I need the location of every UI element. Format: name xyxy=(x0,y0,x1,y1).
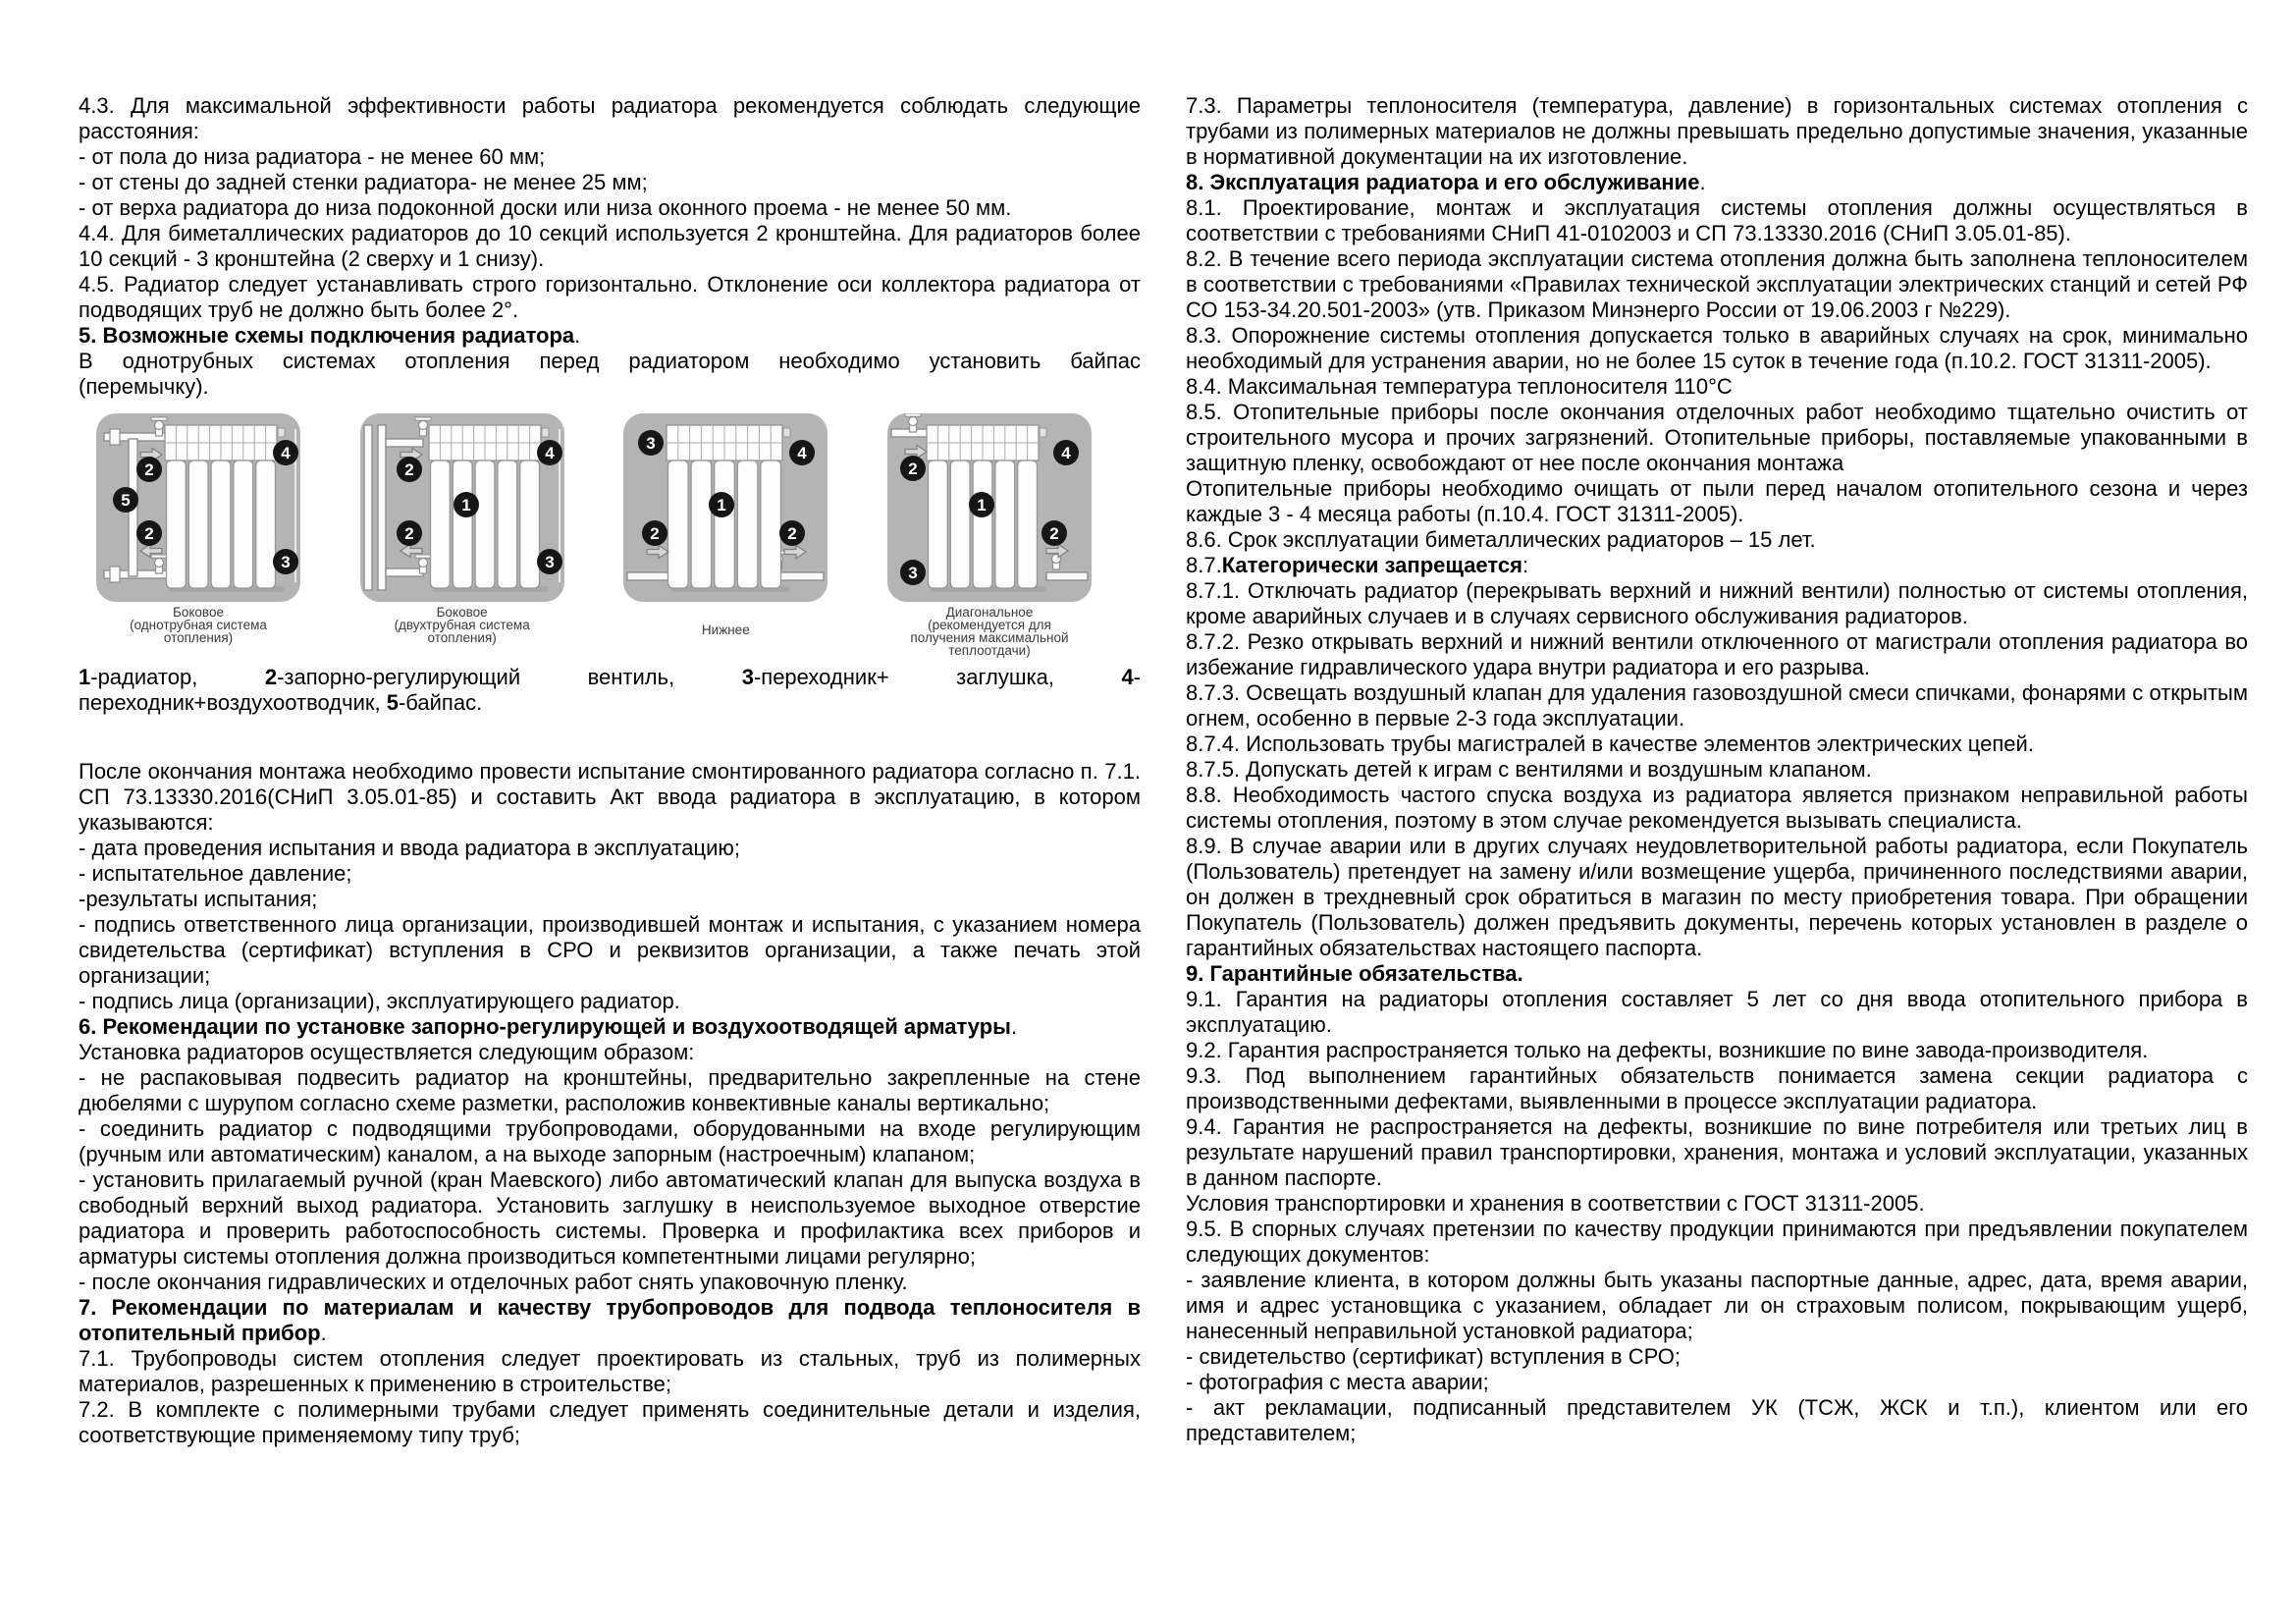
text-run: Отопительные приборы необходимо очищать от пыли перед началом отопительного сезона и через каждые 3 - 4 месяца работы (п.10.4. ГОСТ 31311-2005). xyxy=(1186,476,2248,526)
text-run: - фотография с места аварии; xyxy=(1186,1370,1489,1394)
bold-text: 2 xyxy=(264,665,278,689)
connection-scheme-icon xyxy=(623,413,828,602)
radiator-section xyxy=(668,460,689,588)
spacer xyxy=(79,657,1141,665)
text-run: - акт рекламации, подписанный представителем УК (ТСЖ, ЖСК и т.п.), клиентом или его представителем; xyxy=(1186,1395,2248,1445)
text-run: 4.4. Для биметаллических радиаторов до 10 секций используется 2 кронштейна. Для радиаторов более 10 секций - 3 кронштейна (2 сверху и 1 снизу). xyxy=(79,221,1141,271)
text-run: 9.3. Под выполнением гарантийных обязательств понимается замена секции радиатора с производственными дефектами, выявленными в процессе эксплуатации радиатора. xyxy=(1186,1063,2248,1113)
section-heading xyxy=(1186,170,2248,195)
marker-number: 3 xyxy=(646,434,657,453)
paragraph xyxy=(79,1116,1141,1167)
text-run: 8.7. xyxy=(1186,553,1222,577)
paragraph xyxy=(1186,1191,2248,1217)
radiator-section xyxy=(167,460,187,588)
radiator-section xyxy=(430,460,450,588)
paragraph xyxy=(79,221,1141,272)
text-run: : xyxy=(1522,553,1529,577)
text-run: -байпас. xyxy=(398,690,483,715)
pipe xyxy=(386,568,423,576)
marker-number: 2 xyxy=(1049,524,1059,543)
text-run: 9.5. В спорных случаях претензии по качеству продукции принимаются при предъявлении покупателем следующих документов: xyxy=(1186,1217,2248,1267)
paragraph xyxy=(1186,195,2248,246)
paragraph xyxy=(1186,246,2248,323)
paragraph xyxy=(1186,323,2248,374)
text-run: Условия транспортировки и хранения в соответствии с ГОСТ 31311-2005. xyxy=(1186,1191,1925,1216)
caption-line: отопления) xyxy=(427,630,497,645)
valve-handle-icon xyxy=(151,555,167,558)
text-run: В однотрубных системах отопления перед радиатором необходимо установить байпас xyxy=(79,349,1141,373)
paragraph xyxy=(79,349,1141,400)
marker-number: 2 xyxy=(144,460,154,479)
marker-number: 1 xyxy=(717,496,727,514)
paragraph xyxy=(1186,1217,2248,1268)
paragraph xyxy=(1186,578,2248,629)
text-run: 7.3. Параметры теплоносителя (температура, давление) в горизонтальных системах отопления с трубами из полимерных материалов не должны превышать предельно допустимые значения, указанные в нормативной документации на их изготовление. xyxy=(1186,93,2248,169)
paragraph xyxy=(1186,1370,2248,1395)
paragraph xyxy=(79,861,1141,887)
paragraph xyxy=(79,1167,1141,1270)
paragraph xyxy=(1186,629,2248,680)
text-run: 4.3. Для максимальной эффективности работы радиатора рекомендуется соблюдать следующие расстояния: xyxy=(79,93,1141,143)
text-run: - свидетельство (сертификат) вступления в СРО; xyxy=(1186,1344,1682,1369)
column-left xyxy=(79,93,1141,1448)
section-heading xyxy=(79,323,1141,349)
text-run: 8.8. Необходимость частого спуска воздуха из радиатора является признаком неправильной работы системы отопления, поэтому в этом случае рекомендуется вызывать специалиста. xyxy=(1186,783,2248,833)
text-run: . xyxy=(574,323,581,348)
bold-text: 8. Эксплуатация радиатора и его обслуживание xyxy=(1186,170,1700,194)
radiator-section xyxy=(256,460,276,588)
diagram-caption xyxy=(887,606,1092,657)
paragraph xyxy=(79,195,1141,221)
text-run: 8.4. Максимальная температура теплоносителя 110°С xyxy=(1186,374,1733,399)
text-line xyxy=(79,349,1141,374)
paragraph xyxy=(79,887,1141,912)
marker-number: 2 xyxy=(787,524,798,543)
text-run: 8.7.4. Использовать трубы магистралей в качестве элементов электрических цепей. xyxy=(1186,731,2034,756)
text-run: 7.1. Трубопроводы систем отопления следует проектировать из стальных, труб из полимерных материалов, разрешенных к применению в строительстве; xyxy=(79,1346,1141,1396)
marker-number: 1 xyxy=(460,496,471,514)
text-run: После окончания монтажа необходимо провести испытание смонтированного радиатора согласно п. 7.1. СП 73.13330.2016(СНиП 3.05.01-85) и составить Акт ввода радиатора в эксплуатацию, в котором указываются: xyxy=(79,759,1141,835)
text-run: . xyxy=(320,1321,327,1345)
paragraph xyxy=(1186,1268,2248,1344)
pipe xyxy=(1046,572,1088,580)
caption-line: (однотрубная система xyxy=(130,618,267,632)
paragraph xyxy=(79,665,1141,716)
marker-number: 3 xyxy=(544,553,555,571)
bold-text: 5. Возможные схемы подключения радиатора xyxy=(79,323,575,348)
pipe-flange xyxy=(110,429,120,445)
paragraph xyxy=(79,144,1141,170)
text-run: . xyxy=(1699,170,1706,194)
spacer xyxy=(79,400,1141,413)
text-run: переходник+воздухоотводчик, xyxy=(79,690,387,715)
text-line xyxy=(79,374,1141,400)
pipe xyxy=(386,439,423,447)
text-run: 8.6. Срок эксплуатации биметаллических радиаторов – 15 лет. xyxy=(1186,527,1816,552)
paragraph xyxy=(79,1270,1141,1295)
air-vent-icon xyxy=(1040,428,1046,437)
valve-icon xyxy=(908,417,917,426)
paragraph xyxy=(1186,1063,2248,1114)
caption-line: Диагональное xyxy=(945,605,1034,620)
diagram-caption xyxy=(360,606,564,644)
marker-number: 1 xyxy=(977,496,987,514)
caption-line: теплоотдачи) xyxy=(948,643,1031,658)
bold-text: 1 xyxy=(79,665,91,689)
section-heading xyxy=(79,1295,1141,1346)
marker-number: 4 xyxy=(281,444,291,462)
text-run: 8.3. Опорожнение системы отопления допускается только в аварийных случаях на срок, минимально необходимый для устранения аварии, но не более 15 суток в течение года (п.10.2. ГОСТ 31311-2005). xyxy=(1186,323,2248,373)
caption-line: Боковое xyxy=(173,605,224,620)
paragraph xyxy=(79,93,1141,144)
paragraph xyxy=(1186,757,2248,783)
valve-handle-icon xyxy=(151,417,167,420)
text-run: 8.7.1. Отключать радиатор (перекрывать верхний и нижний вентили) полностью от системы отопления, кроме аварийных случаев и в случаях сервисного обслуживания радиаторов. xyxy=(1186,578,2248,628)
section-heading xyxy=(79,1014,1141,1040)
text-run: 8.1. Проектирование, монтаж и эксплуатация системы отопления должны осуществляться в соответствии с требованиями СНиП 41-0102003 и СП 73.13330.2016 (СНиП 3.05.01-85). xyxy=(1186,195,2248,245)
marker-number: 3 xyxy=(908,564,918,582)
valve-handle-icon xyxy=(905,413,921,416)
radiator-section xyxy=(475,460,495,588)
paragraph xyxy=(1186,987,2248,1038)
paragraph xyxy=(79,1346,1141,1397)
marker-number: 2 xyxy=(144,524,154,543)
valve-icon xyxy=(155,559,164,568)
text-run: - заявление клиента, в котором должны быть указаны паспортные данные, адрес, дата, время аварии, имя и адрес установщика с указанием, обладает ли он страховым полисом, покрывающим ущерб, нанесенный неправильной установкой радиатора; xyxy=(1186,1268,2248,1343)
radiator-section xyxy=(519,460,539,588)
diagram-bottom xyxy=(623,413,828,657)
paragraph xyxy=(79,170,1141,195)
radiator-section xyxy=(211,460,231,588)
caption-line: отопления) xyxy=(163,630,234,645)
paragraph xyxy=(1186,1114,2248,1191)
text-run: - установить прилагаемый ручной (кран Маевского) либо автоматический клапан для выпуска воздуха в свободный верхний выход радиатора. Установить заглушку в неиспользуемое выходное отверстие радиатора и проверить работоспособность системы. Проверка и профилактика всех приборов и арматуры системы отопления должна производиться компетентными лицами регулярно; xyxy=(79,1167,1141,1269)
radiator-section xyxy=(188,460,208,588)
paragraph xyxy=(1186,1344,2248,1370)
diagram-diagonal xyxy=(887,413,1092,657)
text-run: 8.7.5. Допускать детей к играм с вентилями и воздушным клапаном. xyxy=(1186,757,1872,782)
bold-text: 6. Рекомендации по установке запорно-регулирующей и воздухоотводящей арматуры xyxy=(79,1014,1011,1039)
marker-number: 5 xyxy=(121,491,131,510)
caption-line: Нижнее xyxy=(701,623,750,637)
text-run: . xyxy=(1010,1014,1018,1039)
connection-scheme-icon xyxy=(887,413,1092,602)
paragraph xyxy=(79,836,1141,861)
paragraph xyxy=(1186,834,2248,961)
radiator-section xyxy=(738,460,759,588)
section-heading xyxy=(1186,961,2248,987)
text-run: - от пола до низа радиатора - не менее 60 мм; xyxy=(79,144,546,169)
caption-line: (двухтрубная система xyxy=(394,618,530,632)
paragraph xyxy=(1186,1038,2248,1063)
text-run: - испытательное давление; xyxy=(79,861,352,886)
paragraph xyxy=(1186,527,2248,553)
marker-number: 3 xyxy=(281,553,291,571)
paragraph xyxy=(79,912,1141,989)
pipe-flange xyxy=(110,567,120,582)
text-run: - не распаковывая подвесить радиатор на кронштейны, предварительно закрепленные на стене дюбелями с шурупом согласно схеме разметки, расположив конвективные каналы вертикально; xyxy=(79,1065,1141,1115)
caption-line: Боковое xyxy=(436,605,488,620)
text-run: -запорно-регулирующий вентиль, xyxy=(277,665,742,689)
paragraph xyxy=(1186,93,2248,170)
radiator-section xyxy=(761,460,781,588)
radiator-section xyxy=(691,460,712,588)
marker-number: 2 xyxy=(403,460,414,479)
diagram-caption xyxy=(623,623,828,636)
air-vent-icon xyxy=(542,428,549,437)
paragraph xyxy=(1186,476,2248,527)
valve-handle-icon xyxy=(415,417,431,420)
text-run: - от стены до задней стенки радиатора- не менее 25 мм; xyxy=(79,170,648,194)
paragraph xyxy=(1186,374,2248,400)
text-run: 8.5. Отопительные приборы после окончания отделочных работ необходимо тщательно очистить от строительного мусора и прочих загрязнений. Отопительные приборы, поставляемые упакованными в защитную пленку, освобождают от нее после окончания монтажа xyxy=(1186,400,2248,475)
radiator-section xyxy=(234,460,253,588)
pipe xyxy=(364,425,372,590)
text-run: - xyxy=(1133,665,1142,689)
paragraph xyxy=(1186,1395,2248,1446)
bold-text: 4 xyxy=(1121,665,1134,689)
air-vent-icon xyxy=(783,428,790,437)
text-run: 8.9. В случае аварии или в других случаях неудовлетворительной работы радиатора, если Покупатель (Пользователь) претендует на замену и/или возмещение ущерба, причиненного последствиями аварии, он должен в трехдневный срок обратиться в магазин по месту приобретения товара. При обращении Покупатель (Пользователь) должен предъявить документы, перечень которых установлен в разделе о гарантийных обязательствах настоящего паспорта. xyxy=(1186,834,2248,960)
marker-number: 2 xyxy=(650,524,661,543)
valve-handle-icon xyxy=(415,555,431,558)
marker-number: 4 xyxy=(797,444,808,462)
valve-icon xyxy=(418,421,427,430)
text-run: 9.2. Гарантия распространяется только на дефекты, возникшие по вине завода-производителя. xyxy=(1186,1038,2149,1062)
spacer xyxy=(79,716,1141,759)
diagram-side-single xyxy=(96,413,300,657)
paragraph xyxy=(79,989,1141,1014)
text-run: 9.4. Гарантия не распространяется на дефекты, возникшие по вине потребителя или третьих лиц в результате нарушений правил транспортировки, хранения, монтажа и условий эксплуатации, указанных в данном паспорте. xyxy=(1186,1114,2248,1190)
text-run: - подпись ответственного лица организации, производившей монтаж и испытания, с указанием номера свидетельства (сертификат) вступления в СРО и реквизитов организации, а также печать этой организации; xyxy=(79,912,1141,988)
text-run: - после окончания гидравлических и отделочных работ снять упаковочную пленку. xyxy=(79,1270,908,1294)
paragraph xyxy=(1186,680,2248,731)
bold-text: 7. Рекомендации по материалам и качеству трубопроводов для подвода теплоносителя в отопительный прибор xyxy=(79,1295,1141,1345)
text-run: - от верха радиатора до низа подоконной доски или низа оконного проема - не менее 50 мм. xyxy=(79,195,1012,220)
radiator-section xyxy=(498,460,517,588)
paragraph xyxy=(79,272,1141,323)
text-run: Установка радиаторов осуществляется следующим образом: xyxy=(79,1040,695,1064)
column-right xyxy=(1186,93,2248,1446)
bold-text: 5 xyxy=(386,690,399,715)
caption-line: (рекомендуется для xyxy=(928,618,1051,632)
marker-number: 4 xyxy=(544,444,555,462)
bold-text: 9. Гарантийные обязательства. xyxy=(1186,961,1523,986)
paragraph xyxy=(79,1397,1141,1448)
bold-text: 3 xyxy=(741,665,754,689)
radiator-section xyxy=(453,460,472,588)
valve-icon xyxy=(155,421,164,430)
text-line xyxy=(79,665,1141,690)
marker-number: 2 xyxy=(403,524,414,543)
bold-text: Категорически запрещается xyxy=(1221,553,1522,577)
paragraph xyxy=(79,1040,1141,1065)
section-heading xyxy=(1186,553,2248,578)
text-run: -результаты испытания; xyxy=(79,887,318,911)
diagram-caption xyxy=(96,606,300,644)
radiator-section xyxy=(950,460,970,588)
marker-number: 4 xyxy=(1061,444,1071,462)
paragraph xyxy=(1186,400,2248,476)
text-run: - подпись лица (организации), эксплуатирующего радиатор. xyxy=(79,989,680,1013)
marker-number: 2 xyxy=(908,460,918,478)
text-run: 8.7.2. Резко открывать верхний и нижний вентили отключенного от магистрали отопления радиатора во избежание гидравлического удара внутри радиатора и его разрыва. xyxy=(1186,629,2248,679)
diagram-side-double xyxy=(360,413,564,657)
text-run: - дата проведения испытания и ввода радиатора в эксплуатацию; xyxy=(79,836,741,860)
text-run: 9.1. Гарантия на радиаторы отопления составляет 5 лет со дня ввода отопительного прибора в эксплуатацию. xyxy=(1186,987,2248,1037)
paragraph xyxy=(79,1065,1141,1116)
connection-scheme-icon xyxy=(96,413,300,602)
air-vent-icon xyxy=(278,428,285,437)
text-run: 8.2. В течение всего периода эксплуатации система отопления должна быть заполнена теплоносителем в соответствии с требованиями «Правилах технической эксплуатации электрических станций и сетей РФ СО 153-34.20.501-2003» (утв. Приказом Минэнерго России от 19.06.2003 г №229). xyxy=(1186,246,2248,322)
radiator-section xyxy=(715,460,735,588)
text-run: 8.7.3. Освещать воздушный клапан для удаления газовоздушной смеси спичками, фонарями с открытым огнем, особенно в первые 2-3 года эксплуатации. xyxy=(1186,680,2248,731)
caption-line: получения максимальной xyxy=(910,630,1069,645)
text-run: 4.5. Радиатор следует устанавливать строго горизонтально. Отклонение оси коллектора радиатора от подводящих труб не должно быть более 2°. xyxy=(79,272,1141,322)
paragraph xyxy=(1186,731,2248,757)
text-run: (перемычку). xyxy=(79,374,209,399)
text-line xyxy=(79,690,1141,716)
text-run: -радиатор, xyxy=(90,665,265,689)
connection-schemes xyxy=(96,413,1092,657)
radiator-section xyxy=(1018,460,1038,588)
radiator-section xyxy=(928,460,947,588)
valve-icon xyxy=(418,559,427,568)
pipe xyxy=(378,425,386,590)
text-run: 7.2. В комплекте с полимерными трубами следует применять соединительные детали и изделия, соответствующие применяемому типу труб; xyxy=(79,1397,1141,1447)
paragraph xyxy=(79,759,1141,836)
radiator-section xyxy=(995,460,1015,588)
text-run: - соединить радиатор с подводящими трубопроводами, оборудованными на входе регулирующим (ручным или автоматическим) каналом, а на выходе запорным (настроечным) клапаном; xyxy=(79,1116,1141,1166)
radiator-section xyxy=(973,460,992,588)
paragraph xyxy=(1186,783,2248,834)
text-run: -переходник+ заглушка, xyxy=(753,665,1122,689)
connection-scheme-icon xyxy=(360,413,564,602)
